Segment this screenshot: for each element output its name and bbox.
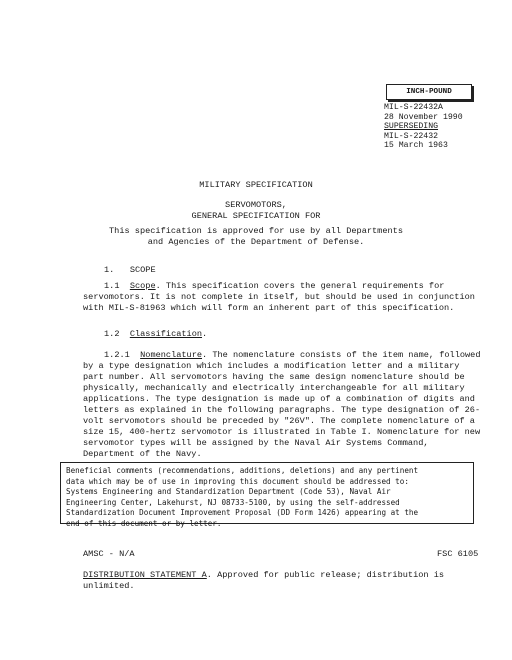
document-header [384,103,463,151]
notice-line: end of this document or by letter. [66,518,222,528]
title-line-2: GENERAL SPECIFICATION FOR [191,211,321,221]
section-1-heading [104,265,156,276]
superseded-date: 15 March 1963 [384,141,448,150]
notice-line: Systems Engineering and Standardization Department (Code 53), Naval Air [66,487,391,496]
para-tail: . [202,329,208,339]
section-number: 1. [104,265,115,275]
fsc-code: FSC 6105 [437,549,479,559]
notice-line: data which may be of use in improving this document should be addressed to: [66,476,409,486]
comments-notice-box [60,462,474,528]
paragraph-1-2 [104,329,207,340]
para-heading: Nomenclature [140,350,203,360]
para-body: . The nomenclature consists of the item name, followed by a type designation which includes a modification letter and a military part number. All servomotors having the same design nomenclature should be physically, mechanically and electrically interchangeable for all military applications. The type designation is made up of a combination of digits and letters as explained in the following paragraphs. The type designation of 26-volt servomotors should be preceded by "26V". The complete nomenclature of a size 15, 400-hertz servomotor is illustrated in Table I. Nomenclature for new servomotor types will be assigned by the Naval Air Systems Command, Department of the Navy. [83,350,481,459]
spec-type: MILITARY SPECIFICATION [199,180,313,190]
para-number: 1.2 [104,329,120,339]
distribution-label: DISTRIBUTION STATEMENT A [83,570,207,580]
para-body: . This specification covers the general requirements for servomotors. It is not complete in itself, but should be used in conjunction with MIL-S-81963 which will form an inherent part of this specification. [83,281,475,313]
para-number: 1.2.1 [104,350,130,360]
para-heading: Scope [129,281,156,291]
notice-line: Standardization Document Improvement Proposal (DD Form 1426) appearing at the [66,508,419,517]
doc-date: 28 November 1990 [384,112,463,122]
title-line-1: SERVOMOTORS, [225,200,287,210]
doc-number: MIL-S-22432A [384,103,443,112]
superseded-number: MIL-S-22432 [384,131,439,141]
distribution-statement [83,570,481,592]
approval-line-2: and Agencies of the Department of Defense. [147,237,365,247]
superseding-label: SUPERSEDING [384,122,439,131]
paragraph-1-2-1 [83,350,481,460]
approval-line-1: This specification is approved for use by all Departments [109,226,403,236]
para-heading: Classification [129,329,203,339]
distribution-text: . Approved for public release; distribution is unlimited. [83,570,445,591]
paragraph-1-1 [83,281,481,314]
amsc-code: AMSC - N/A [83,549,135,559]
para-number: 1.1 [104,281,120,291]
notice-line: Engineering Center, Lakehurst, NJ 08733-5100, by using the self-addressed [66,497,400,507]
notice-line: Beneficial comments (recommendations, additions, deletions) and any pertinent [66,466,419,475]
inch-pound-stamp: INCH-POUND [386,84,472,100]
section-title: SCOPE [129,265,156,275]
